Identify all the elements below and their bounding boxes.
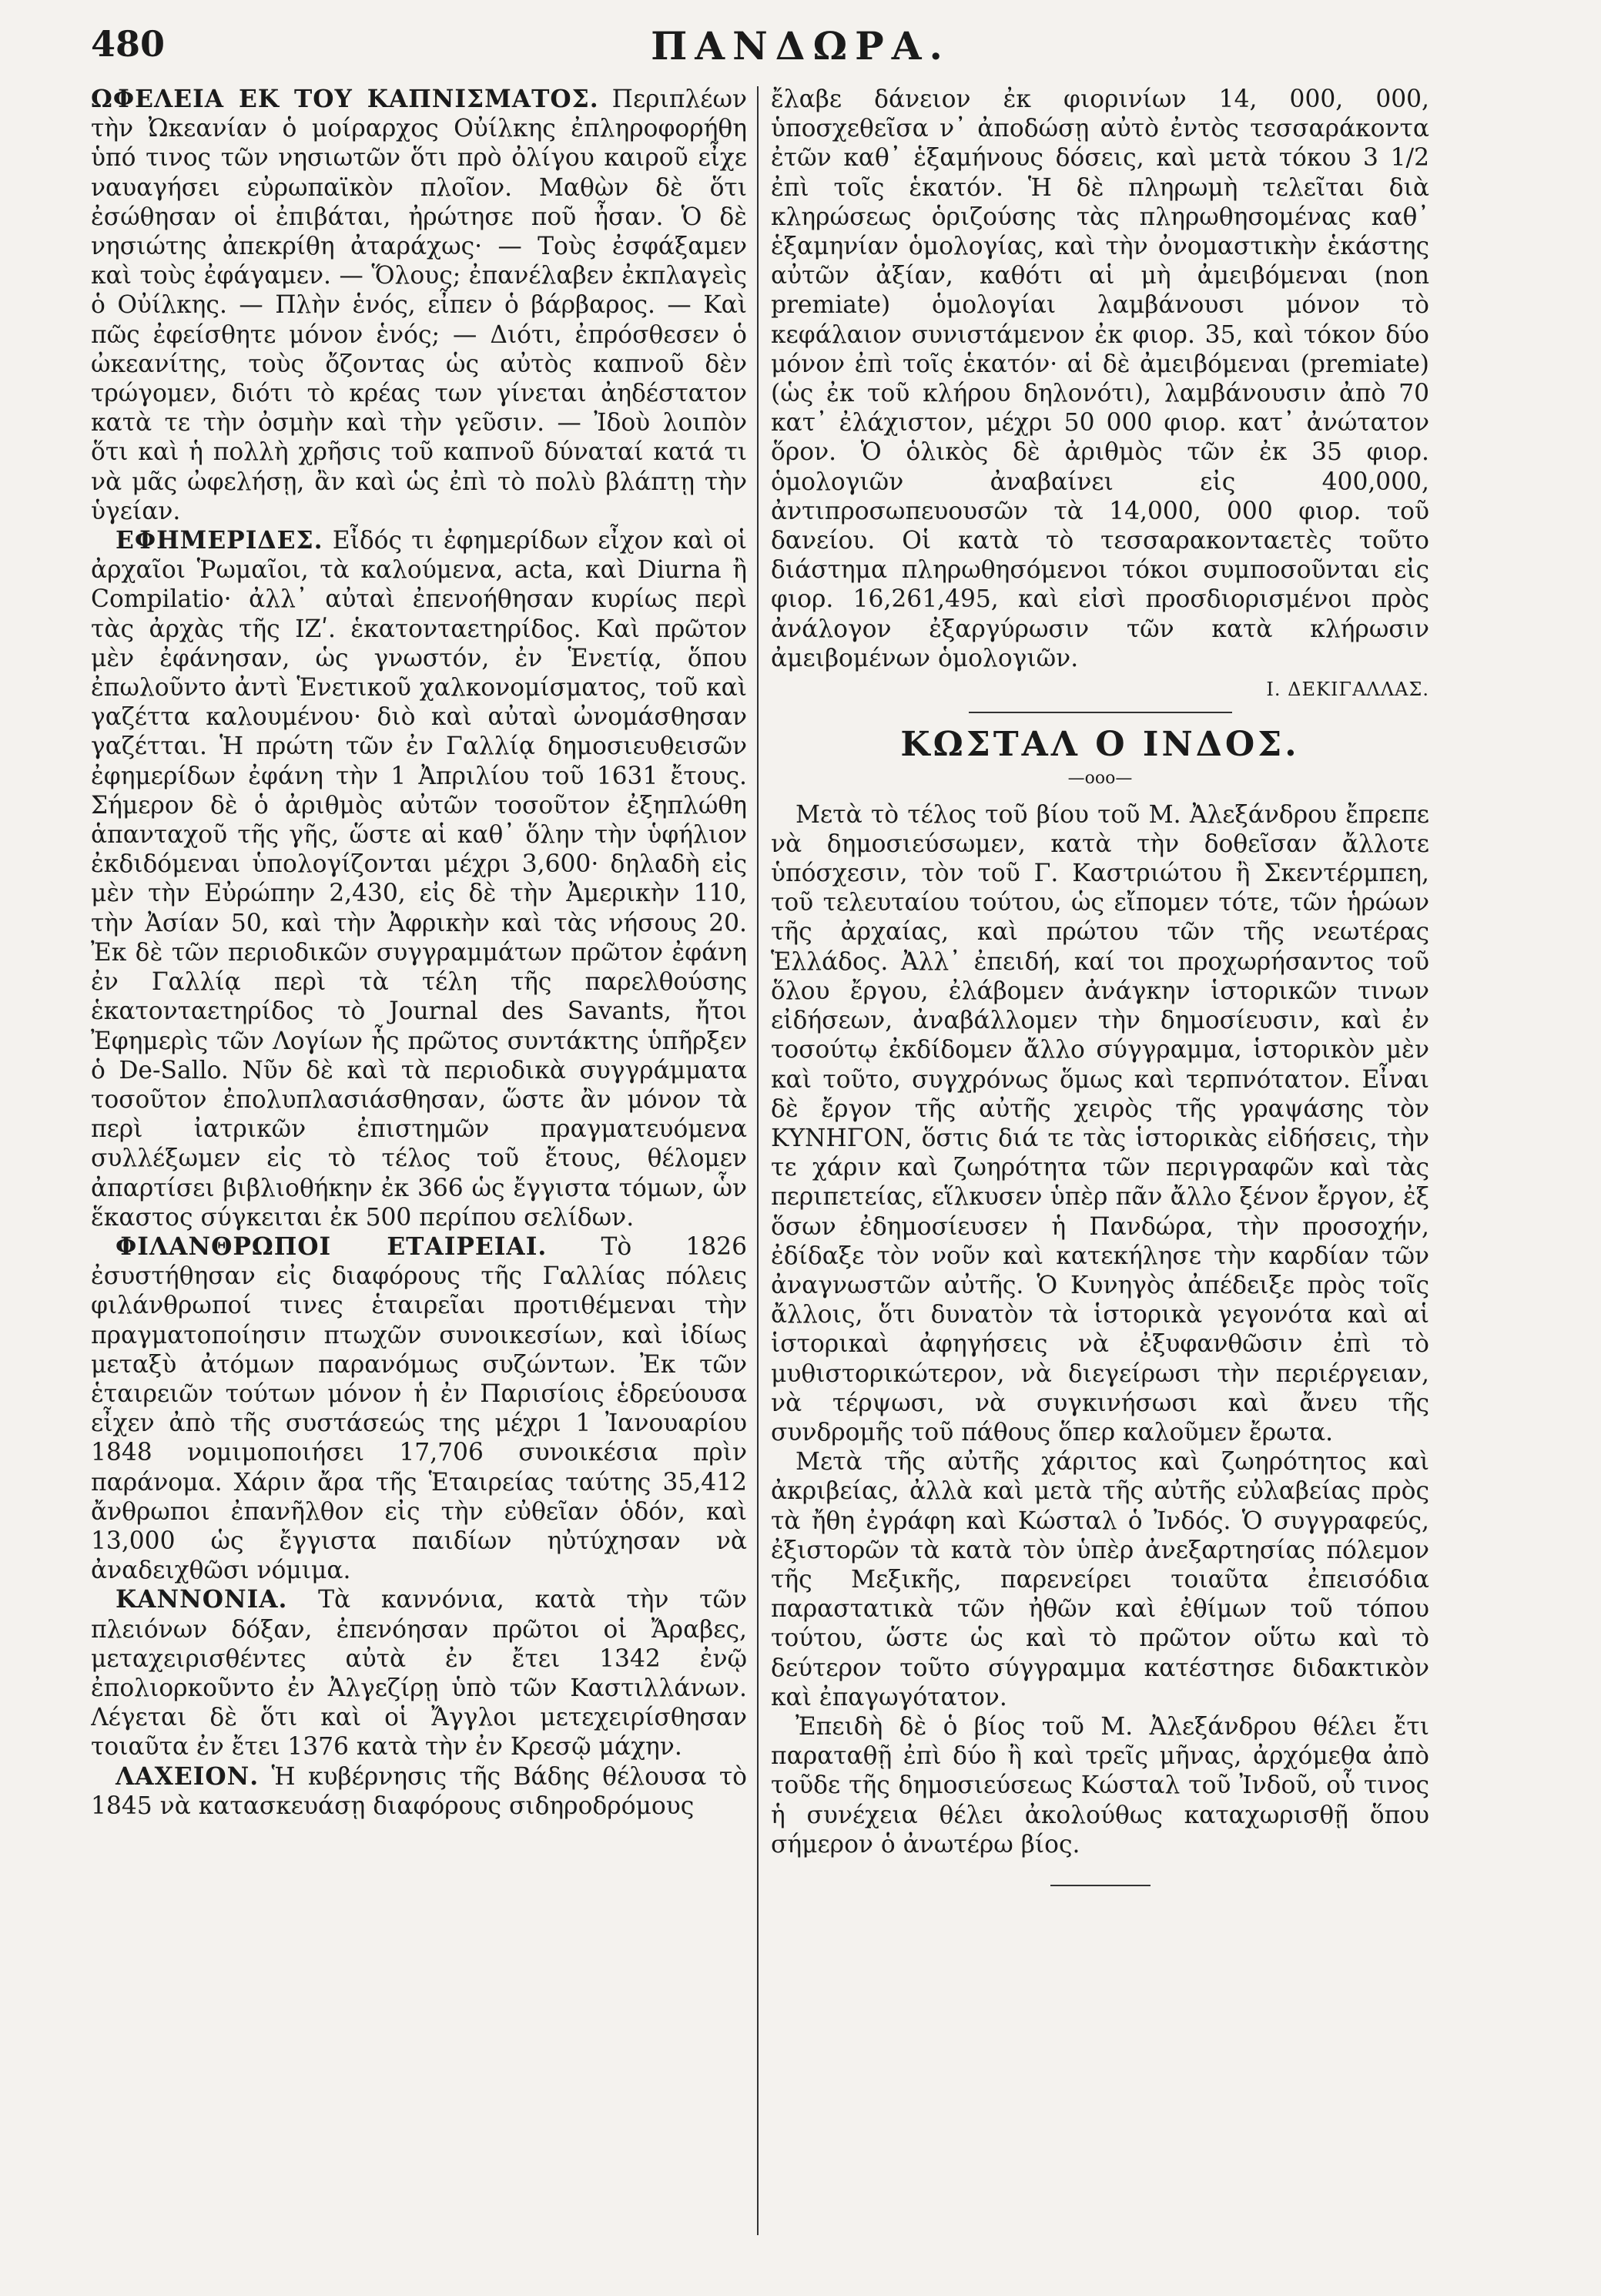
body-paragraph: Ἐπειδὴ δὲ ὁ βίος τοῦ Μ. Ἀλεξάνδρου θέλει ἔτι παραταθῇ ἐπὶ δύο ἢ καὶ τρεῖς μῆνας, ἀρχόμεθα ἀπὸ τοῦδε τῆς δημοσιεύσεως Κώσταλ τοῦ Ἰνδοῦ, οὗ τινος ἡ συνέχεια θέλει ἀκολούθως καταχωρισθῇ ὅπου σήμερον ὁ ἀνωτέρω βίος. [771,1712,1429,1859]
section-title: ΚΩΣΤΑΛ Ο ΙΝΔΟΣ. [900,725,1300,765]
right-column [771,85,1429,2276]
article-text: Εἶδός τι ἐφημερίδων εἶχον καὶ οἱ ἀρχαῖοι Ῥωμαῖοι, τὰ καλούμενα, acta, καὶ Diurna ἢ Compilatio· ἀλλ᾽ αὐταὶ ἐπενοήθησαν κυρίως περὶ τὰς ἀρχὰς τῆς ΙΖʹ. ἑκατονταετηρίδος. Καὶ πρῶτον μὲν ἐφάνησαν, ὡς γνωστόν, ἐν Ἑνετίᾳ, ὅπου ἐπωλοῦντο ἀντὶ Ἑνετικοῦ χαλκονομίσματος, τοῦ καὶ γαζέττα καλουμένου· διὸ καὶ αὐταὶ ὠνομάσθησαν γαζέτται. Ἡ πρώτη τῶν ἐν Γαλλίᾳ δημοσιευθεισῶν ἐφημερίδων ἐφάνη τὴν 1 Ἀπριλίου τοῦ 1631 ἔτους. Σήμερον δὲ ὁ ἀριθμὸς αὐτῶν τοσοῦτον ἐξηπλώθη ἁπανταχοῦ τῆς γῆς, ὥστε αἱ καθ᾽ ὅλην τὴν ὑφήλιον ἐκδιδόμεναι ὑπολογίζονται μέχρι 3,600· δηλαδὴ εἰς μὲν τὴν Εὐρώπην 2,430, εἰς δὲ τὴν Ἀμερικὴν 110, τὴν Ἀσίαν 50, καὶ τὴν Ἀφρικὴν καὶ τὰς νήσους 20. Ἐκ δὲ τῶν περιοδικῶν συγγραμμάτων πρῶτον ἐφάνη ἐν Γαλλίᾳ περὶ τὰ τέλη τῆς παρελθούσης ἑκατονταετηρίδος τὸ Journal des Savants, ἤτοι Ἐφημερὶς τῶν Λογίων ἧς πρῶτος συντάκτης ὑπῆρξεν ὁ De-Sallo. Νῦν δὲ καὶ τὰ περιοδικὰ συγγράμματα τοσοῦτον ἐπολυπλασιάσθησαν, ὥστε ἂν μόνον τὰ περὶ ἰατρικῶν ἐπιστημῶν πραγματευόμενα συλλέξωμεν εἰς τὸ τέλος τοῦ ἔτους, θέλομεν ἀπαρτίσει βιβλιοθήκην ἐκ 366 ὡς ἔγγιστα τόμων, ὧν ἕκαστος σύγκειται ἐκ 500 περίπου σελίδων. [91,527,747,1232]
article-heading: ΛΑΧΕΙΟΝ. [116,1762,260,1791]
article-text: Τὸ 1826 ἐσυστήθησαν εἰς διαφόρους τῆς Γαλλίας πόλεις φιλάνθρωποί τινες ἑταιρεῖαι προτιθέμεναι τὴν πραγματοποίησιν πτωχῶν συνοικεσίων, καὶ ἰδίως μεταξὺ ἀτόμων παρανόμως συζώντων. Ἐκ τῶν ἑταιρειῶν τούτων μόνον ἡ ἐν Παρισίοις ἑδρεύουσα εἶχεν ἀπὸ τῆς συστάσεώς της μέχρι 1 Ἰανουαρίου 1848 νομιμοποιήσει 17,706 συνοικέσια πρὶν παράνομα. Χάριν ἄρα τῆς Ἑταιρείας ταύτης 35,412 ἄνθρωποι ἐπανῆλθον εἰς τὴν εὐθεῖαν ὁδόν, καὶ 13,000 ὡς ἔγγιστα παιδίων ηὐτύχησαν νὰ ἀναδειχθῶσι νόμιμα. [91,1232,747,1585]
title-ornament: —ooo— [1067,769,1133,789]
body-paragraph: Μετὰ τῆς αὐτῆς χάριτος καὶ ζωηρότητος καὶ ἀκριβείας, ἀλλὰ καὶ μετὰ τῆς αὐτῆς εὐλαβείας πρὸς τὰ ἤθη ἐγράφη καὶ Κώσταλ ὁ Ἰνδός. Ὁ συγγραφεύς, ἐξιστορῶν τὰ κατὰ τὸν ὑπὲρ ἀνεξαρτησίας πόλεμον τῆς Μεξικῆς, παρενείρει τοιαῦτα ἐπεισόδια παραστατικὰ τῶν ἠθῶν καὶ ἐθίμων τοῦ τόπου τούτου, ὥστε ὡς καὶ τὸ πρῶτον οὕτω καὶ τὸ δεύτερον τοῦτο σύγγραμμα κατέστησε διδακτικὸν καὶ ἐπαγωγότατον. [771,1448,1429,1711]
article-text: Περιπλέων τὴν Ὠκεανίαν ὁ μοίραρχος Οὐίλκης ἐπληροφορήθη ὑπό τινος τῶν νησιωτῶν ὅτι πρὸ ὀλίγου καιροῦ εἶχε ναυαγήσει εὐρωπαϊκὸν πλοῖον. Μαθὼν δὲ ὅτι ἐσώθησαν οἱ ἐπιβάται, ἠρώτησε ποῦ ἦσαν. Ὁ δὲ νησιώτης ἀπεκρίθη ἀταράχως· — Τοὺς ἐσφάξαμεν καὶ τοὺς ἐφάγαμεν. — Ὅλους; ἐπανέλαβεν ἐκπλαγεὶς ὁ Οὐίλκης. — Πλὴν ἑνός, εἶπεν ὁ βάρβαρος. — Καὶ πῶς ἐφείσθητε μόνον ἑνός; — Διότι, ἐπρόσθεσεν ὁ ὠκεανίτης, τοὺς ὄζοντας ὡς αὐτὸς καπνοῦ δὲν τρώγομεν, διότι τὸ κρέας των γίνεται ἀηδέστατον κατὰ τε τὴν ὀσμὴν καὶ τὴν γεῦσιν. — Ἰδοὺ λοιπὸν ὅτι καὶ ἡ πολλὴ χρῆσις τοῦ καπνοῦ δύναταί κατά τι νὰ μᾶς ὠφελήσῃ, ἂν καὶ ὡς ἐπὶ τὸ πολὺ βλάπτῃ τὴν ὑγείαν. [91,85,747,525]
section-divider [969,712,1232,713]
article-tobacco [91,85,747,526]
lottery-continuation: ἔλαβε δάνειον ἐκ φιορινίων 14, 000, 000, ὑποσχεθεῖσα ν᾽ ἀποδώσῃ αὐτὸ ἐντὸς τεσσαράκοντα ἐτῶν καθ᾽ ἑξαμήνους δόσεις, καὶ μετὰ τόκου 3 1/2 ἐπὶ τοῖς ἑκατόν. Ἡ δὲ πληρωμὴ τελεῖται διὰ κληρώσεως ὁριζούσης τὰς πληρωθησομένας καθ᾽ ἑξαμηνίαν ὁμολογίας, καὶ τὴν ὀνομαστικὴν ἑκάστης αὐτῶν ἀξίαν, καθότι αἱ μὴ ἀμειβόμεναι (non premiate) ὁμολογίαι λαμβάνουσι μόνον τὸ κεφάλαιον συνιστάμενον ἐκ φιορ. 35, καὶ τόκον δύο μόνον ἐπὶ τοῖς ἑκατόν· αἱ δὲ ἀμειβόμεναι (premiate) (ὡς ἐκ τοῦ κλήρου δηλονότι), λαμβάνουσιν ἀπὸ 70 κατ᾽ ἐλάχιστον, μέχρι 50 000 φιορ. κατ᾽ ἀνώτατον ὅρον. Ὁ ὁλικὸς δὲ ἀριθμὸς τῶν ἐκ 35 φιορ. ὁμολογιῶν ἀναβαίνει εἰς 400,000, ἀντιπροσωπευουσῶν τὰ 14,000, 000 φιορ. τοῦ δανείου. Οἱ κατὰ τὸ τεσσαρακονταετὲς τοῦτο διάστημα πληρωθησόμενοι τόκοι συμποσοῦνται εἰς φιορ. 16,261,495, καὶ εἰσὶ προσδιορισμένοι πρὸς ἀνάλογον ἐξαργύρωσιν τῶν κατὰ κλήρωσιν ἀμειβομένων ὁμολογιῶν. [771,85,1429,672]
page-number: 480 [91,23,166,65]
article-heading: ΩΦΕΛΕΙΑ ΕΚ ΤΟΥ ΚΑΠΝΙΣΜΑΤΟΣ. [91,85,599,113]
end-rule [771,1864,1429,1893]
article-lottery [91,1762,747,1821]
author-signature: Ι. ΔΕΚΙΓΑΛΛΑΣ. [1266,679,1429,701]
article-text: Ἡ κυβέρνησις τῆς Βάδης θέλουσα τὸ 1845 νὰ κατασκευάσῃ διαφόρους σιδηροδρόμους [91,1762,747,1820]
article-heading: ΕΦΗΜΕΡΙΔΕΣ. [116,527,323,555]
article-heading: ΚΑΝΝΟΝΙΑ. [116,1586,288,1614]
left-column [91,85,747,2276]
article-cannons [91,1585,747,1761]
column-divider [757,86,759,2235]
article-philanthropic-societies [91,1232,747,1585]
article-heading: ΦΙΛΑΝΘΡΩΠΟΙ ΕΤΑΙΡΕΙΑΙ. [116,1232,548,1261]
article-newspapers [91,526,747,1232]
article-text: Τὰ καννόνια, κατὰ τὴν τῶν πλειόνων δόξαν, ἐπενόησαν πρῶτοι οἱ Ἄραβες, μεταχειρισθέντες αὐτὰ ἐν ἔτει 1342 ἐνῷ ἐπολιορκοῦντο ἐν Ἀλγεζίρῃ ὑπὸ τῶν Καστιλλάνων. Λέγεται δὲ ὅτι καὶ οἱ Ἄγγλοι μετεχειρίσθησαν τοιαῦτα ἐν ἔτει 1376 κατὰ τὴν ἐν Κρεσῷ μάχην. [91,1586,747,1761]
running-title: ΠΑΝΔΩΡΑ. [651,23,950,69]
page-header [0,14,1601,75]
body-paragraph: Μετὰ τὸ τέλος τοῦ βίου τοῦ Μ. Ἀλεξάνδρου ἔπρεπε νὰ δημοσιεύσωμεν, κατὰ τὴν δοθεῖσαν ἄλλοτε ὑπόσχεσιν, τὸν τοῦ Γ. Καστριώτου ἢ Σκεντέρμπεη, τοῦ τελευταίου τούτου, ὡς εἴπομεν τότε, τῶν ἡρώων τῆς ἀρχαίας, καὶ πρώτου τῶν τῆς νεωτέρας Ἑλλάδος. Ἀλλ᾽ ἐπειδή, καί τοι προχωρήσαντος τοῦ ὅλου ἔργου, ἐλάβομεν ἀνάγκην ἱστορικῶν τινων εἰδήσεων, ἀναβάλλομεν τὴν δημοσίευσιν, καὶ ἐν τοσούτῳ ἐκδίδομεν ἄλλο σύγγραμμα, ἱστορικὸν μὲν καὶ τοῦτο, συγχρόνως ὅμως καὶ τερπνότατον. Εἶναι δὲ ἔργον τῆς αὐτῆς χειρὸς τῆς γραψάσης τὸν ΚΥΝΗΓΟΝ, ὅστις διά τε τὰς ἱστορικὰς εἰδήσεις, τὴν τε χάριν καὶ ζωηρότητα τῶν περιγραφῶν καὶ τὰς περιπετείας, εἵλκυσεν ὑπὲρ πᾶν ἄλλο ξένον ἔργον, ἐξ ὅσων ἐδημοσίευσεν ἡ Πανδώρα, τὴν προσοχήν, ἐδίδαξε τὸν νοῦν καὶ κατεκήλησε τὴν καρδίαν τῶν ἀναγνωστῶν αὐτῆς. Ὁ Κυνηγὸς ἀπέδειξε πρὸς τοῖς ἄλλοις, ὅτι δυνατὸν τὰ ἱστορικὰ γεγονότα καὶ αἱ ἱστορικαὶ ἀφηγήσεις νὰ ἐξυφανθῶσιν ἐπὶ τὸ μυθιστορικώτερον, νὰ διεγείρωσι τὴν περιέργειαν, νὰ τέρψωσι, νὰ συγκινήσωσι καὶ ἄνευ τῆς συνδρομῆς τοῦ πάθους ὅπερ καλοῦμεν ἔρωτα. [771,800,1429,1446]
